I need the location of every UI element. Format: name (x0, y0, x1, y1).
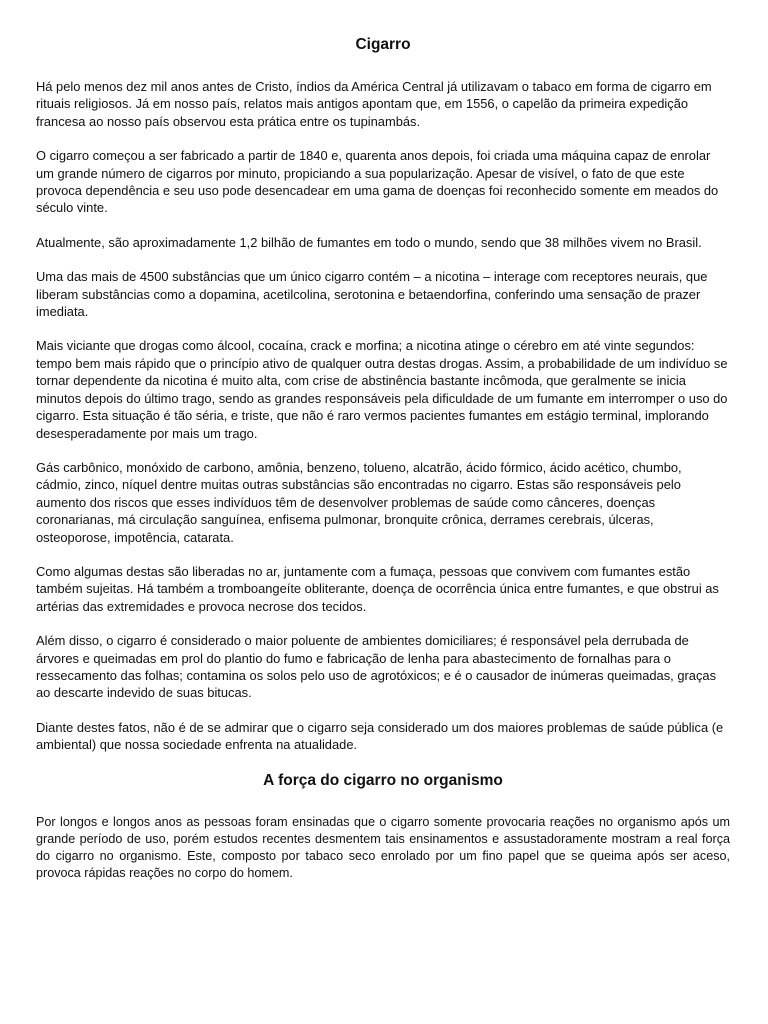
section-paragraph: Por longos e longos anos as pessoas foram ensinadas que o cigarro somente provocaria reações no organismo após um grande período de uso, porém estudos recentes desmentem tais ensinamentos e assustadoramente mostram a real força do cigarro no organismo. Este, composto por tabaco seco enrolado por um fino papel que se queima após ser aceso, provoca rápidas reações no corpo do homem. (36, 814, 730, 880)
document-title: Cigarro (355, 36, 411, 53)
paragraph-manufacturing: O cigarro começou a ser fabricado a partir de 1840 e, quarenta anos depois, foi criada uma máquina capaz de enrolar um grande número de cigarros por minuto, propiciando a sua popularização. Apesar de visível, o fato de que este provoca dependência e seu uso pode desencadear em uma gama de doenças foi reconhecido somente em meados do século vinte. (36, 148, 719, 216)
paragraph-origins: Há pelo menos dez mil anos antes de Cristo, índios da América Central já utilizavam o tabaco em forma de cigarro em rituais religiosos. Já em nosso país, relatos mais antigos apontam que, em 1556, o capelão da primeira expedição francesa ao nosso país observou esta prática entre os tupinambás. (36, 79, 712, 129)
document-page (36, 30, 730, 899)
paragraph-environment: Além disso, o cigarro é considerado o maior poluente de ambientes domiciliares; é responsável pela derrubada de árvores e queimadas em prol do plantio do fumo e fabricação de lenha para abastecimento de fornalhas para o ressecamento das folhas; contamina os solos pelo uso de agrotóxicos; e é o causador de inúmeras queimadas, graças ao descarte indevido de suas bitucas. (36, 633, 717, 701)
paragraph-substances: Gás carbônico, monóxido de carbono, amônia, benzeno, tolueno, alcatrão, ácido fórmico, ácido acético, chumbo, cádmio, zinco, níquel dentre muitas outras substâncias são encontradas no cigarro. Estas são responsáveis pelo aumento dos riscos que esses indivíduos têm de desenvolver problemas de saúde como cânceres, doenças coronarianas, má circulação sanguínea, enfisema pulmonar, bronquite crônica, derrames cerebrais, úlceras, osteoporose, impotência, catarata. (36, 459, 682, 545)
paragraph-smokers-count: Atualmente, são aproximadamente 1,2 bilhão de fumantes em todo o mundo, sendo que 38 milhões vivem no Brasil. (36, 234, 702, 250)
paragraph-addiction: Mais viciante que drogas como álcool, cocaína, crack e morfina; a nicotina atinge o cérebro em até vinte segundos: tempo bem mais rápido que o princípio ativo de qualquer outra destas drogas. Assim, a probabilidade de um indivíduo se tornar dependente da nicotina é muito alta, com crise de abstinência bastante incômoda, que geralmente se inicia minutos depois do último trago, sendo as grandes responsáveis pela dificuldade de um fumante em interromper o uso do cigarro. Esta situação é tão séria, e triste, que não é raro vermos pacientes fumantes em estágio terminal, implorando desesperadamente por mais um trago. (36, 338, 728, 441)
paragraph-passive-smoking: Como algumas destas são liberadas no ar, juntamente com a fumaça, pessoas que convivem com fumantes estão também sujeitas. Há também a tromboangeíte obliterante, doença de ocorrência única entre fumantes, e que obstrui as artérias das extremidades e provoca necrose dos tecidos. (36, 563, 719, 614)
paragraph-nicotine: Uma das mais de 4500 substâncias que um único cigarro contém – a nicotina – interage com receptores neurais, que liberam substâncias como a dopamina, acetilcolina, serotonina e betaendorfina, conferindo uma sensação de prazer imediata. (36, 269, 708, 320)
section-heading: A força do cigarro no organismo (263, 771, 503, 789)
paragraph-conclusion: Diante destes fatos, não é de se admirar que o cigarro seja considerado um dos maiores problemas de saúde pública (e ambiental) que nossa sociedade enfrenta na atualidade. (36, 719, 724, 753)
